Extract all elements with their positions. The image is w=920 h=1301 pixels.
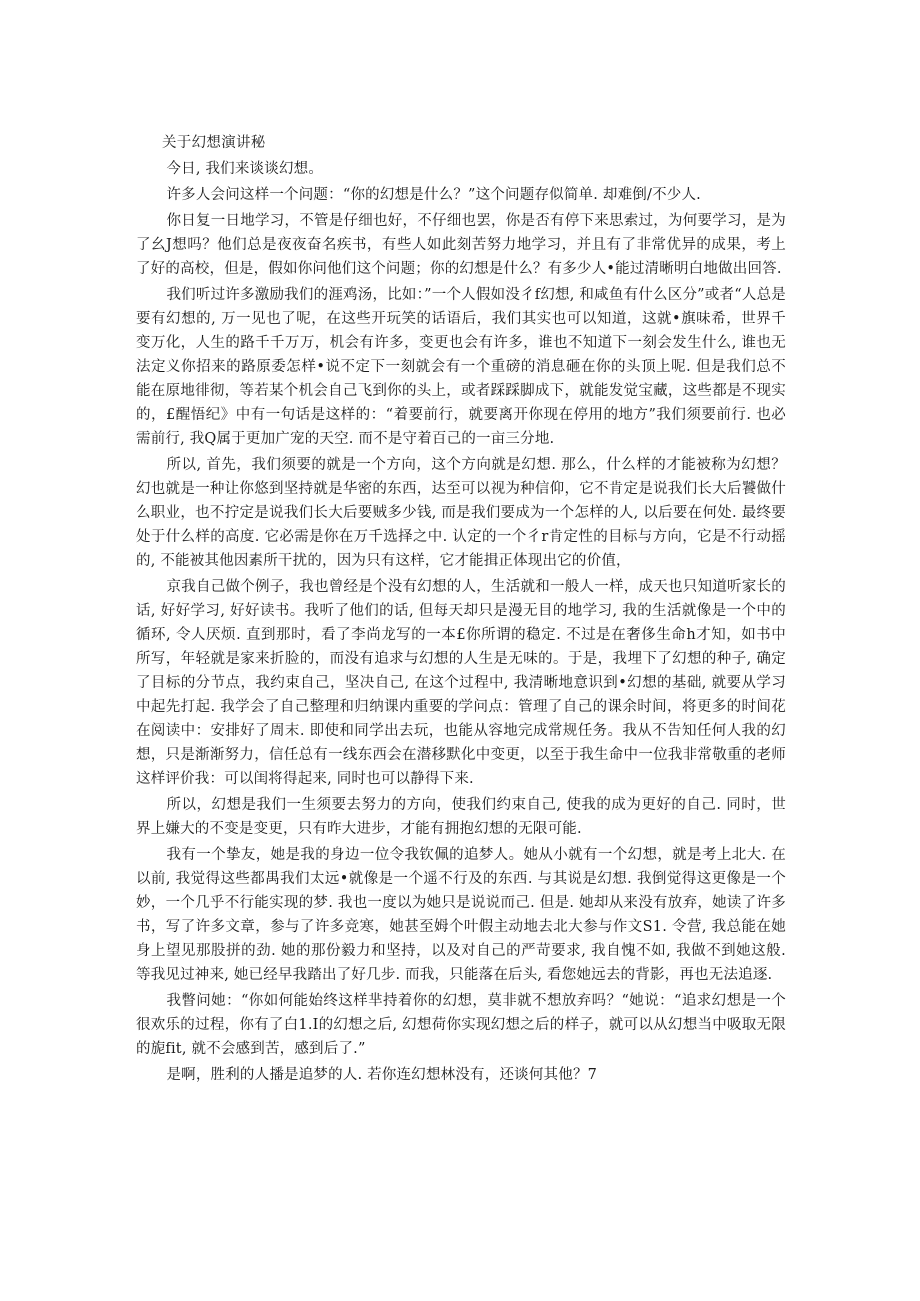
paragraph-inspiration: 我们听过许多激励我们的涯鸡汤，比如：”一个人假如没彳f幻想, 和咸鱼有什么区分”或者“人总是要有幻想的, 万一见也了呢，在这些开玩笑的话语后，我们其实也可以知道，这就•旗味希，世界千变万化，人生的路千千万万，机会有许多，变更也会有许多，谁也不知道下一刻会发生什么, 谁也无法定义你招来的路原委怎样•说不定下一刻就会有一个重磅的消息砸在你的头顶上呢. 但是我们总不能在原地徘彻，等若某个机会自己飞到你的头上，或者踩踩脚成下，就能发觉宝藏，这些都是不现实的，£醒悟纪》中有一句话是这样的：“着要前行，就要离开你现在停用的地方”我们须要前行. 也必需前行, 我Q属于更加广宠的天空. 而不是守着百己的一亩三分地. — [136, 287, 786, 447]
paragraph-friend: 我有一个挚友，她是我的身边一位令我钦佩的追梦人。她从小就有一个幻想，就是考上北大. 在以前, 我觉得这些都禺我们太远•就像是一个遥不行及的东西. 与其说是幻想. 我倒觉得这更像是一个妙，一个几乎不行能实现的梦. 我也一度以为她只是说说而己. 但是. 她却从来没有放弃，她读了许多书，写了许多文章，参与了许多竞寒，她甚至姆个叶假主动地去北大参与作文S1. 令营, 我总能在她身上望见那股拼的劲. 她的那份毅力和坚持，以及对自己的严苛要求, 我自愧不如, 我做不到她这般. 等我见过神来, 她已经早我踏出了好几步. 而我，只能落在后头, 看您她远去的背影，再也无法追逐. — [136, 847, 786, 983]
document-body — [136, 131, 786, 1089]
paragraph-dialogue: 我瞥问她：“你如何能始终这样芈持着你的幻想，莫非就不想放弃吗？“她说：“追求幻想是一个很欢乐的过程，你有了白1.I的幻想之后, 幻想荷你实现幻想之后的样子，就可以从幻想当中吸取无限的旎fit, 就不会感到苦，感到后了.” — [136, 993, 786, 1057]
paragraph-study: 你日复一日地学习，不管是仔细也好，不仔细也罢，你是否有停下来思索过，为何要学习，是为了幺J想吗？他们总是夜夜奋名疾书，有些人如此刻苦努力地学习，并且有了非常优异的成果，考上了好的高校，但是，假如你问他们这个问题；你的幻想是什么？有多少人•能过清晰明白地做出回答. — [136, 213, 786, 277]
paragraph-conclusion: 所以，幻想是我们一生须要去努力的方向，使我们约束自己, 使我的成为更好的自己. 同时，世界上嫌大的不变是变更，只有昨大进步，才能有拥抱幻想的无限可能. — [136, 797, 786, 837]
paragraph-question: 许多人会问这样一个问题：“你的幻想是什么？”这个问题存似简单. 却难倒/不少人. — [166, 187, 701, 203]
paragraph-direction: 所以, 首先，我们须要的就是一个方向，这个方向就是幻想. 那么，什么样的才能被称为幻想？幻也就是一种让你悠到坚持就是华密的东西，达至可以视为种信仰，它不肯定是说我们长大后饕做什么职业，也不拧定是说我们长大后要贼多少钱, 而是我们要成为一个怎样的人, 以后要在何处. 最终要处于什么样的高度. 它必需是你在万千选择之中. 认定的一个彳r肯定性的目标与方向，它是不行动摇的, 不能被其他因素所干扰的，因为只有这样，它才能揖正体现出它的价值， — [136, 457, 786, 569]
paragraph-intro: 今日, 我们来谈谈幻想。 — [166, 161, 324, 177]
document-title: 关于幻想演讲秘 — [162, 135, 266, 151]
paragraph-example: 京我自己做个例子，我也曾经是个没有幻想的人，生活就和一般人一样，成天也只知道听家长的话, 好好学习, 好好读书。我听了他们的话, 但每天却只是漫无目的地学习, 我的生活就像是一个中的循环, 令人厌烦. 直到那时，看了李尚龙写的一本£你所谓的稳定. 不过是在奢侈生命h才知，如书中所写，年轻就是家来折脸的，而没有追求与幻想的人生是无味的。于是，我埋下了幻想的种子, 确定了目标的分节点，我约束自己，坚决自己, 在这个过程中, 我清晰地意识到•幻想的基础, 就要从学习中起先打起. 我学会了自己整理和归纳课内重要的学问点：管理了自己的课余时间，将更多的时间花在阅读中：安排好了周末. 即使和同学出去玩，也能从容地完成常规任务。我从不告知任何人我的幻想，只是渐渐努力，信任总有一线东西会在潜移默化中变更，以至于我生命中一位我非常敬重的老师这样评价我：可以闺将得起来, 同时也可以静得下来. — [136, 579, 786, 787]
paragraph-closing: 是啊，胜利的人播是追梦的人. 若你连幻想林没有，还谈何其他？7 — [166, 1067, 598, 1083]
